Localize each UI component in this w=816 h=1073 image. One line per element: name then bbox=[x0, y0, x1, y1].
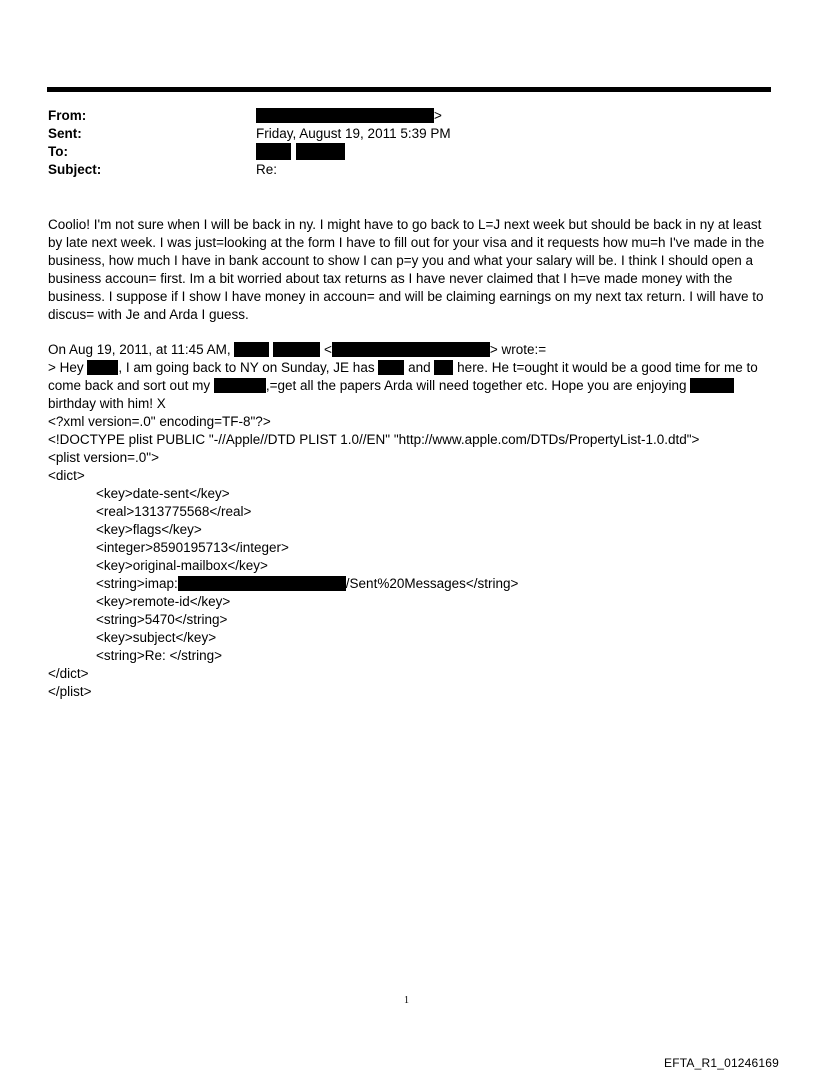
redaction-box bbox=[273, 342, 320, 357]
plist-open: <plist version=.0"> bbox=[48, 450, 159, 465]
redaction-box bbox=[178, 576, 346, 591]
page-number: 1 bbox=[404, 995, 409, 1006]
sent-value: Friday, August 19, 2011 5:39 PM bbox=[256, 126, 451, 141]
dict-close: </dict> bbox=[48, 666, 89, 681]
key-subject: <key>subject</key> bbox=[96, 630, 217, 645]
subject-label: Subject: bbox=[48, 162, 102, 177]
value-subject: <string>Re: </string> bbox=[96, 648, 223, 663]
key-flags: <key>flags</key> bbox=[96, 522, 202, 537]
from-suffix: > bbox=[434, 108, 442, 123]
redaction-box bbox=[378, 360, 404, 375]
redaction-box bbox=[256, 143, 291, 160]
quote-line-1: > Hey , I am going back to NY on Sunday, JE has and here. He t=ought it would be a good time for me to bbox=[48, 360, 758, 375]
redaction-box bbox=[434, 360, 453, 375]
redaction-box bbox=[332, 342, 490, 357]
key-original-mailbox: <key>original-mailbox</key> bbox=[96, 558, 268, 573]
from-row bbox=[48, 107, 86, 125]
quote-line-3: birthday with him! X bbox=[48, 396, 166, 411]
redaction-box bbox=[690, 378, 734, 393]
quote-intro: On Aug 19, 2011, at 11:45 AM, < > wrote:= bbox=[48, 342, 547, 357]
message-body: Coolio! I'm not sure when I will be back in ny. I might have to go back to L=J next week but should be back in ny at least by late next week. I was just=looking at the form I have to fill out for your visa and it requests how mu=h I've made in the business, how much I have in bank account to show I can p=y you and what your salary will be. I think I should open a business accoun= first. Im a bit worried about tax returns as I have never claimed that I h=ve made money with the business. I suppose if I show I have money in accoun= and will be claiming earnings on my next tax return. I will have to discus= with Je and Arda I guess. bbox=[48, 217, 765, 322]
key-date-sent: <key>date-sent</key> bbox=[96, 486, 230, 501]
key-remote-id: <key>remote-id</key> bbox=[96, 594, 231, 609]
value-original-mailbox: <string>imap: /Sent%20Messages</string> bbox=[96, 576, 519, 591]
doctype-line: <!DOCTYPE plist PUBLIC "-//Apple//DTD PLIST 1.0//EN" "http://www.apple.com/DTDs/PropertyList-1.0.dtd"> bbox=[48, 432, 700, 447]
to-label: To: bbox=[48, 144, 68, 159]
document-id: EFTA_R1_01246169 bbox=[664, 1056, 780, 1070]
dict-open: <dict> bbox=[48, 468, 85, 483]
from-value bbox=[256, 107, 442, 125]
header-rule bbox=[47, 87, 771, 92]
redaction-box bbox=[296, 143, 345, 160]
subject-value: Re: bbox=[256, 162, 278, 177]
value-date-sent: <real>1313775568</real> bbox=[96, 504, 252, 519]
to-value bbox=[256, 143, 345, 162]
value-remote-id: <string>5470</string> bbox=[96, 612, 228, 627]
redaction-box bbox=[234, 342, 269, 357]
redaction-box bbox=[214, 378, 266, 393]
redaction-box bbox=[87, 360, 118, 375]
from-label: From: bbox=[48, 108, 87, 123]
redaction-box bbox=[256, 108, 434, 123]
sent-label: Sent: bbox=[48, 126, 82, 141]
plist-close: </plist> bbox=[48, 684, 92, 699]
value-flags: <integer>8590195713</integer> bbox=[96, 540, 289, 555]
xml-declaration: <?xml version=.0" encoding=TF-8"?> bbox=[48, 414, 271, 429]
quote-line-2: come back and sort out my ,=get all the papers Arda will need together etc. Hope you are enjoying bbox=[48, 377, 734, 395]
